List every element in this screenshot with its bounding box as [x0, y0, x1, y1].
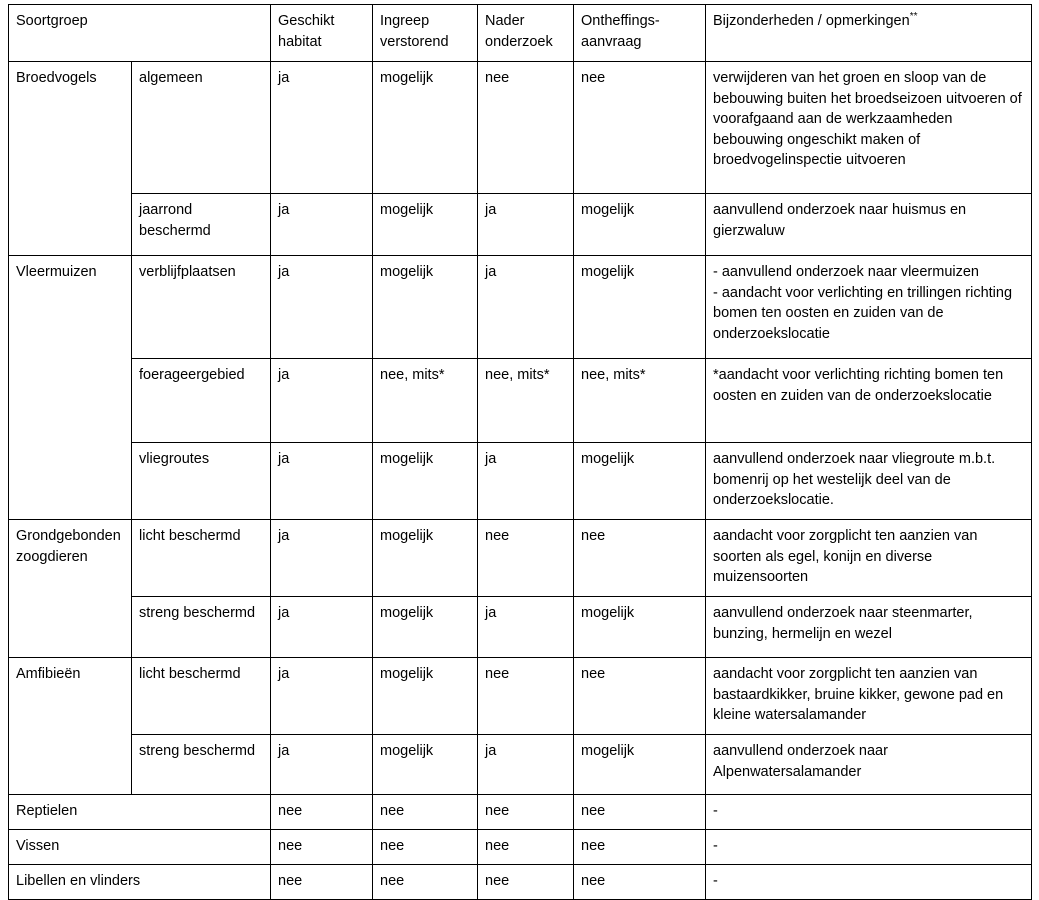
ecological-assessment-table [8, 4, 1032, 900]
cell-nader-onderzoek: nee, mits* [478, 359, 574, 443]
cell-bijzonderheden: aanvullend onderzoek naar Alpenwatersalamander [706, 735, 1032, 795]
table-row [9, 658, 1032, 735]
cell-bijzonderheden: verwijderen van het groen en sloop van de bebouwing buiten het broedseizoen uitvoeren of voorafgaand aan de werkzaamheden bebouwing ongeschikt maken of broedvogelinspectie uitvoeren [706, 62, 1032, 194]
cell-nader-onderzoek: nee [478, 795, 574, 830]
cell-bijzonderheden: - [706, 795, 1032, 830]
cell-nader-onderzoek: ja [478, 443, 574, 520]
cell-nader-onderzoek: nee [478, 520, 574, 597]
header-label-ingreep-verstorend-line2: verstorend [380, 33, 449, 50]
cell-geschikt-habitat: nee [271, 865, 373, 900]
column-header-ingreep-verstorend [373, 5, 478, 62]
cell-geschikt-habitat: nee [271, 795, 373, 830]
cell-nader-onderzoek: ja [478, 256, 574, 359]
cell-soortgroep: Libellen en vlinders [9, 865, 271, 900]
cell-ontheffingsaanvraag: mogelijk [574, 194, 706, 256]
cell-bijzonderheden: aandacht voor zorgplicht ten aanzien van bastaardkikker, bruine kikker, gewone pad en kleine watersalamander [706, 658, 1032, 735]
cell-ingreep-verstorend: mogelijk [373, 256, 478, 359]
cell-nader-onderzoek: ja [478, 735, 574, 795]
table-row [9, 795, 1032, 830]
cell-subgroep: verblijfplaatsen [132, 256, 271, 359]
header-label-bijzonderheden: Bijzonderheden / opmerkingen [713, 13, 910, 29]
cell-subgroep: streng beschermd [132, 597, 271, 658]
cell-nader-onderzoek: nee [478, 865, 574, 900]
table-body [9, 62, 1032, 900]
cell-geschikt-habitat: nee [271, 830, 373, 865]
header-label-geschikt-habitat-line1: Geschikt [278, 13, 335, 29]
cell-ontheffingsaanvraag: nee [574, 658, 706, 735]
cell-soortgroep: Vissen [9, 830, 271, 865]
cell-ingreep-verstorend: nee [373, 795, 478, 830]
cell-geschikt-habitat: ja [271, 443, 373, 520]
cell-bijzonderheden: - [706, 830, 1032, 865]
cell-subgroep: licht beschermd [132, 658, 271, 735]
cell-ontheffingsaanvraag: mogelijk [574, 443, 706, 520]
cell-ontheffingsaanvraag: nee [574, 865, 706, 900]
cell-geschikt-habitat: ja [271, 359, 373, 443]
header-label-ontheffingsaanvraag-line2: aanvraag [581, 33, 642, 50]
header-label-soortgroep: Soortgroep [16, 13, 88, 29]
cell-bijzonderheden: aanvullend onderzoek naar huismus en gierzwaluw [706, 194, 1032, 256]
cell-geschikt-habitat: ja [271, 194, 373, 256]
cell-subgroep: algemeen [132, 62, 271, 194]
header-label-nader-onderzoek-line1: Nader [485, 13, 525, 29]
cell-ingreep-verstorend: mogelijk [373, 735, 478, 795]
cell-soortgroep: Reptielen [9, 795, 271, 830]
table-row [9, 443, 1032, 520]
table-row [9, 735, 1032, 795]
cell-nader-onderzoek: nee [478, 62, 574, 194]
cell-nader-onderzoek: nee [478, 830, 574, 865]
cell-ingreep-verstorend: mogelijk [373, 443, 478, 520]
cell-ingreep-verstorend: mogelijk [373, 62, 478, 194]
table-row [9, 62, 1032, 194]
cell-bijzonderheden: *aandacht voor verlichting richting bomen ten oosten en zuiden van de onderzoekslocatie [706, 359, 1032, 443]
cell-geschikt-habitat: ja [271, 256, 373, 359]
column-header-soortgroep [9, 5, 271, 62]
cell-geschikt-habitat: ja [271, 735, 373, 795]
header-row [9, 5, 1032, 62]
header-footnote-marker: ** [909, 11, 918, 23]
cell-subgroep: foerageergebied [132, 359, 271, 443]
cell-subgroep: licht beschermd [132, 520, 271, 597]
cell-nader-onderzoek: ja [478, 194, 574, 256]
table-row [9, 597, 1032, 658]
column-header-bijzonderheden [706, 5, 1032, 62]
table-row [9, 359, 1032, 443]
cell-ingreep-verstorend: mogelijk [373, 520, 478, 597]
cell-geschikt-habitat: ja [271, 597, 373, 658]
cell-geschikt-habitat: ja [271, 62, 373, 194]
cell-ingreep-verstorend: mogelijk [373, 194, 478, 256]
table-row [9, 830, 1032, 865]
table-row [9, 194, 1032, 256]
cell-soortgroep: Grondgebonden zoogdieren [9, 520, 132, 658]
header-label-nader-onderzoek-line2: onderzoek [485, 33, 553, 50]
column-header-nader-onderzoek [478, 5, 574, 62]
cell-bijzonderheden: aanvullend onderzoek naar steenmarter, bunzing, hermelijn en wezel [706, 597, 1032, 658]
cell-geschikt-habitat: ja [271, 520, 373, 597]
cell-ontheffingsaanvraag: mogelijk [574, 597, 706, 658]
cell-ontheffingsaanvraag: mogelijk [574, 735, 706, 795]
cell-bijzonderheden: aanvullend onderzoek naar vliegroute m.b.t. bomenrij op het westelijk deel van de onderzoekslocatie. [706, 443, 1032, 520]
cell-ontheffingsaanvraag: nee [574, 795, 706, 830]
table-row [9, 256, 1032, 359]
cell-soortgroep: Amfibieën [9, 658, 132, 795]
cell-subgroep: jaarrond beschermd [132, 194, 271, 256]
header-label-geschikt-habitat-line2: habitat [278, 33, 322, 50]
cell-ingreep-verstorend: mogelijk [373, 658, 478, 735]
cell-bijzonderheden: - aanvullend onderzoek naar vleermuizen - aandacht voor verlichting en trillingen richting bomen ten oosten en zuiden van de onderzoekslocatie [706, 256, 1032, 359]
cell-ontheffingsaanvraag: nee [574, 520, 706, 597]
table-header [9, 5, 1032, 62]
table-row [9, 865, 1032, 900]
cell-soortgroep: Broedvogels [9, 62, 132, 256]
cell-bijzonderheden: - [706, 865, 1032, 900]
cell-geschikt-habitat: ja [271, 658, 373, 735]
table-row [9, 520, 1032, 597]
cell-soortgroep: Vleermuizen [9, 256, 132, 520]
cell-nader-onderzoek: ja [478, 597, 574, 658]
cell-subgroep: streng beschermd [132, 735, 271, 795]
header-label-ingreep-verstorend-line1: Ingreep [380, 13, 430, 29]
cell-ontheffingsaanvraag: nee [574, 62, 706, 194]
cell-bijzonderheden: aandacht voor zorgplicht ten aanzien van soorten als egel, konijn en diverse muizensoorten [706, 520, 1032, 597]
column-header-geschikt-habitat [271, 5, 373, 62]
header-label-ontheffingsaanvraag-line1: Ontheffings- [581, 13, 660, 29]
cell-ontheffingsaanvraag: nee, mits* [574, 359, 706, 443]
cell-nader-onderzoek: nee [478, 658, 574, 735]
cell-ingreep-verstorend: nee [373, 865, 478, 900]
cell-ingreep-verstorend: nee, mits* [373, 359, 478, 443]
cell-ingreep-verstorend: mogelijk [373, 597, 478, 658]
cell-subgroep: vliegroutes [132, 443, 271, 520]
cell-ontheffingsaanvraag: nee [574, 830, 706, 865]
column-header-ontheffingsaanvraag [574, 5, 706, 62]
cell-ingreep-verstorend: nee [373, 830, 478, 865]
cell-ontheffingsaanvraag: mogelijk [574, 256, 706, 359]
